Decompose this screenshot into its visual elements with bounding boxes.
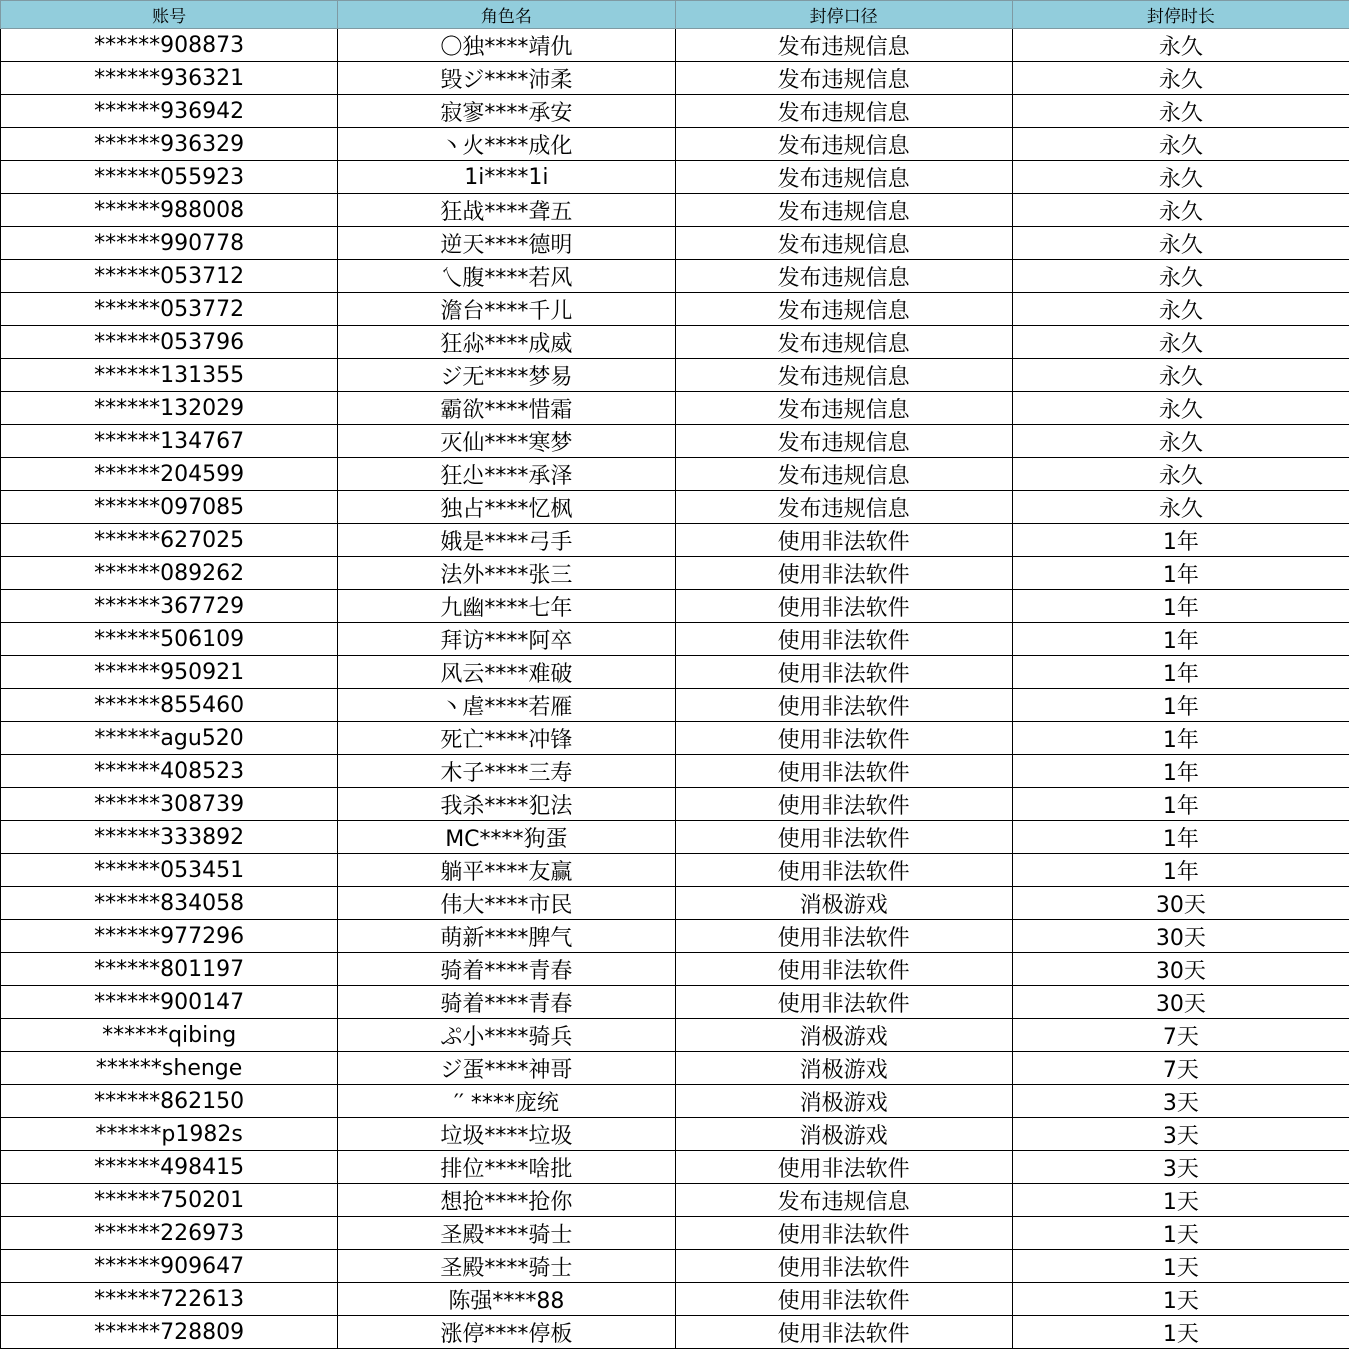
table-row xyxy=(1,755,1349,788)
cell-ban-reason: 使用非法软件 xyxy=(675,788,1012,821)
cell-role-name: 1i****1i xyxy=(338,161,675,194)
cell-ban-duration: 1年 xyxy=(1012,557,1349,590)
cell-role-name: 拜访****阿卒 xyxy=(338,623,675,656)
cell-ban-duration: 永久 xyxy=(1012,392,1349,425)
cell-role-name: 狂尐****承泽 xyxy=(338,458,675,491)
cell-account: ******134767 xyxy=(1,425,338,458)
cell-account: ******506109 xyxy=(1,623,338,656)
table-row xyxy=(1,953,1349,986)
cell-ban-reason: 发布违规信息 xyxy=(675,359,1012,392)
table-row xyxy=(1,920,1349,953)
cell-role-name: 我杀****犯法 xyxy=(338,788,675,821)
cell-role-name: 陈强****88 xyxy=(338,1283,675,1316)
cell-ban-duration: 永久 xyxy=(1012,128,1349,161)
header-ban-duration: 封停时长 xyxy=(1012,1,1349,29)
table-row xyxy=(1,1217,1349,1250)
cell-account: ******053712 xyxy=(1,260,338,293)
cell-role-name: 霸欲****惜霜 xyxy=(338,392,675,425)
cell-account: ******750201 xyxy=(1,1184,338,1217)
cell-role-name: 丶虐****若雁 xyxy=(338,689,675,722)
cell-ban-reason: 发布违规信息 xyxy=(675,260,1012,293)
cell-role-name: ′′ ****庞统 xyxy=(338,1085,675,1118)
cell-role-name: 骑着****青春 xyxy=(338,953,675,986)
cell-account: ******855460 xyxy=(1,689,338,722)
table-row xyxy=(1,854,1349,887)
cell-ban-duration: 1年 xyxy=(1012,524,1349,557)
cell-ban-duration: 1年 xyxy=(1012,722,1349,755)
cell-ban-reason: 使用非法软件 xyxy=(675,821,1012,854)
cell-ban-reason: 使用非法软件 xyxy=(675,623,1012,656)
table-row xyxy=(1,62,1349,95)
cell-role-name: 伟大****市民 xyxy=(338,887,675,920)
table-row xyxy=(1,524,1349,557)
table-row xyxy=(1,1052,1349,1085)
cell-role-name: 躺平****友赢 xyxy=(338,854,675,887)
cell-ban-reason: 发布违规信息 xyxy=(675,161,1012,194)
cell-ban-reason: 使用非法软件 xyxy=(675,656,1012,689)
cell-ban-reason: 发布违规信息 xyxy=(675,128,1012,161)
cell-account: ******722613 xyxy=(1,1283,338,1316)
cell-role-name: MC****狗蛋 xyxy=(338,821,675,854)
cell-ban-reason: 使用非法软件 xyxy=(675,1316,1012,1349)
cell-account: ******308739 xyxy=(1,788,338,821)
table-row xyxy=(1,722,1349,755)
cell-ban-reason: 使用非法软件 xyxy=(675,986,1012,1019)
cell-ban-duration: 1年 xyxy=(1012,821,1349,854)
table-row xyxy=(1,1250,1349,1283)
cell-role-name: 〇独****靖仇 xyxy=(338,29,675,62)
cell-ban-duration: 1天 xyxy=(1012,1283,1349,1316)
cell-account: ******936321 xyxy=(1,62,338,95)
cell-ban-duration: 永久 xyxy=(1012,491,1349,524)
cell-account: ******055923 xyxy=(1,161,338,194)
cell-account: ******333892 xyxy=(1,821,338,854)
cell-ban-duration: 3天 xyxy=(1012,1085,1349,1118)
table-row xyxy=(1,227,1349,260)
cell-account: ******988008 xyxy=(1,194,338,227)
cell-role-name: 丶火****成化 xyxy=(338,128,675,161)
cell-ban-reason: 发布违规信息 xyxy=(675,326,1012,359)
table-row xyxy=(1,29,1349,62)
cell-account: ******862150 xyxy=(1,1085,338,1118)
cell-role-name: 排位****啥批 xyxy=(338,1151,675,1184)
cell-ban-duration: 1年 xyxy=(1012,590,1349,623)
cell-ban-duration: 7天 xyxy=(1012,1052,1349,1085)
cell-ban-duration: 永久 xyxy=(1012,227,1349,260)
cell-role-name: 垃圾****垃圾 xyxy=(338,1118,675,1151)
cell-role-name: 萌新****脾气 xyxy=(338,920,675,953)
cell-ban-duration: 1年 xyxy=(1012,656,1349,689)
cell-ban-reason: 使用非法软件 xyxy=(675,590,1012,623)
cell-ban-duration: 30天 xyxy=(1012,986,1349,1019)
cell-ban-duration: 1年 xyxy=(1012,623,1349,656)
cell-role-name: 逆天****德明 xyxy=(338,227,675,260)
table-row xyxy=(1,458,1349,491)
cell-ban-duration: 7天 xyxy=(1012,1019,1349,1052)
cell-ban-reason: 使用非法软件 xyxy=(675,524,1012,557)
cell-ban-reason: 使用非法软件 xyxy=(675,755,1012,788)
table-row xyxy=(1,656,1349,689)
table-row xyxy=(1,1118,1349,1151)
cell-role-name: 九幽****七年 xyxy=(338,590,675,623)
cell-ban-duration: 1天 xyxy=(1012,1316,1349,1349)
cell-ban-reason: 消极游戏 xyxy=(675,1118,1012,1151)
cell-role-name: 澹台****千儿 xyxy=(338,293,675,326)
cell-ban-reason: 使用非法软件 xyxy=(675,920,1012,953)
table-row xyxy=(1,1184,1349,1217)
table-row xyxy=(1,1283,1349,1316)
cell-role-name: 骑着****青春 xyxy=(338,986,675,1019)
cell-role-name: 独占****忆枫 xyxy=(338,491,675,524)
cell-ban-duration: 1天 xyxy=(1012,1184,1349,1217)
table-row xyxy=(1,1151,1349,1184)
cell-role-name: 娥是****弓手 xyxy=(338,524,675,557)
table-row xyxy=(1,491,1349,524)
table-row xyxy=(1,359,1349,392)
cell-role-name: 狂战****聋五 xyxy=(338,194,675,227)
table-row xyxy=(1,821,1349,854)
table-row xyxy=(1,689,1349,722)
cell-ban-reason: 发布违规信息 xyxy=(675,95,1012,128)
table-row xyxy=(1,788,1349,821)
cell-account: ******097085 xyxy=(1,491,338,524)
table-row xyxy=(1,161,1349,194)
cell-account: ******801197 xyxy=(1,953,338,986)
cell-ban-reason: 使用非法软件 xyxy=(675,1283,1012,1316)
cell-role-name: 灭仙****寒梦 xyxy=(338,425,675,458)
cell-ban-duration: 永久 xyxy=(1012,458,1349,491)
cell-account: ******408523 xyxy=(1,755,338,788)
cell-role-name: ジ无****梦易 xyxy=(338,359,675,392)
header-role-name: 角色名 xyxy=(338,1,675,29)
cell-role-name: 寂寥****承安 xyxy=(338,95,675,128)
cell-role-name: 死亡****冲锋 xyxy=(338,722,675,755)
table-row xyxy=(1,623,1349,656)
cell-ban-reason: 发布违规信息 xyxy=(675,293,1012,326)
cell-ban-reason: 消极游戏 xyxy=(675,1085,1012,1118)
cell-ban-duration: 1天 xyxy=(1012,1217,1349,1250)
table-row xyxy=(1,887,1349,920)
cell-ban-duration: 30天 xyxy=(1012,887,1349,920)
cell-account: ******226973 xyxy=(1,1217,338,1250)
cell-role-name: 乀腹****若风 xyxy=(338,260,675,293)
cell-account: ******089262 xyxy=(1,557,338,590)
header-account: 账号 xyxy=(1,1,338,29)
cell-ban-reason: 发布违规信息 xyxy=(675,29,1012,62)
cell-ban-duration: 永久 xyxy=(1012,326,1349,359)
cell-account: ******053772 xyxy=(1,293,338,326)
cell-ban-reason: 发布违规信息 xyxy=(675,227,1012,260)
cell-ban-reason: 使用非法软件 xyxy=(675,557,1012,590)
cell-ban-duration: 1年 xyxy=(1012,689,1349,722)
table-row xyxy=(1,293,1349,326)
cell-ban-reason: 发布违规信息 xyxy=(675,458,1012,491)
cell-ban-duration: 1年 xyxy=(1012,755,1349,788)
cell-ban-duration: 30天 xyxy=(1012,920,1349,953)
cell-role-name: 木子****三寿 xyxy=(338,755,675,788)
table-row xyxy=(1,986,1349,1019)
cell-role-name: 圣殿****骑士 xyxy=(338,1250,675,1283)
cell-ban-duration: 永久 xyxy=(1012,260,1349,293)
cell-ban-duration: 永久 xyxy=(1012,29,1349,62)
cell-account: ******977296 xyxy=(1,920,338,953)
cell-ban-reason: 发布违规信息 xyxy=(675,491,1012,524)
cell-ban-reason: 发布违规信息 xyxy=(675,425,1012,458)
cell-ban-duration: 1年 xyxy=(1012,854,1349,887)
table-row xyxy=(1,392,1349,425)
table-row xyxy=(1,425,1349,458)
cell-ban-reason: 使用非法软件 xyxy=(675,1151,1012,1184)
cell-ban-duration: 1年 xyxy=(1012,788,1349,821)
cell-account: ******627025 xyxy=(1,524,338,557)
cell-account: ******053451 xyxy=(1,854,338,887)
cell-role-name: 毁ジ****沛柔 xyxy=(338,62,675,95)
cell-ban-duration: 30天 xyxy=(1012,953,1349,986)
table-row xyxy=(1,557,1349,590)
cell-account: ******834058 xyxy=(1,887,338,920)
table-row xyxy=(1,1085,1349,1118)
cell-role-name: ぷ小****骑兵 xyxy=(338,1019,675,1052)
cell-account: ******agu520 xyxy=(1,722,338,755)
table-row xyxy=(1,194,1349,227)
cell-ban-duration: 永久 xyxy=(1012,194,1349,227)
cell-role-name: 狂尛****成威 xyxy=(338,326,675,359)
cell-account: ******204599 xyxy=(1,458,338,491)
table-row xyxy=(1,260,1349,293)
table-header xyxy=(1,1,1349,29)
cell-role-name: 想抢****抢你 xyxy=(338,1184,675,1217)
cell-ban-duration: 永久 xyxy=(1012,293,1349,326)
table-row xyxy=(1,590,1349,623)
cell-ban-reason: 使用非法软件 xyxy=(675,1250,1012,1283)
cell-ban-reason: 使用非法软件 xyxy=(675,953,1012,986)
cell-account: ******p1982s xyxy=(1,1118,338,1151)
cell-ban-duration: 3天 xyxy=(1012,1118,1349,1151)
cell-account: ******367729 xyxy=(1,590,338,623)
table-row xyxy=(1,1316,1349,1349)
cell-role-name: 风云****难破 xyxy=(338,656,675,689)
cell-account: ******132029 xyxy=(1,392,338,425)
header-ban-reason: 封停口径 xyxy=(675,1,1012,29)
cell-account: ******728809 xyxy=(1,1316,338,1349)
cell-ban-duration: 永久 xyxy=(1012,62,1349,95)
cell-account: ******950921 xyxy=(1,656,338,689)
cell-ban-reason: 发布违规信息 xyxy=(675,392,1012,425)
header-row xyxy=(1,1,1349,29)
cell-account: ******900147 xyxy=(1,986,338,1019)
table-row xyxy=(1,326,1349,359)
cell-ban-duration: 永久 xyxy=(1012,425,1349,458)
cell-account: ******shenge xyxy=(1,1052,338,1085)
cell-role-name: 圣殿****骑士 xyxy=(338,1217,675,1250)
cell-ban-duration: 1天 xyxy=(1012,1250,1349,1283)
table-row xyxy=(1,128,1349,161)
cell-account: ******qibing xyxy=(1,1019,338,1052)
cell-role-name: 涨停****停板 xyxy=(338,1316,675,1349)
cell-ban-reason: 发布违规信息 xyxy=(675,1184,1012,1217)
cell-ban-duration: 永久 xyxy=(1012,95,1349,128)
cell-ban-reason: 使用非法软件 xyxy=(675,722,1012,755)
cell-role-name: ジ蛋****神哥 xyxy=(338,1052,675,1085)
cell-account: ******053796 xyxy=(1,326,338,359)
cell-ban-duration: 永久 xyxy=(1012,359,1349,392)
cell-ban-reason: 消极游戏 xyxy=(675,1052,1012,1085)
cell-ban-reason: 使用非法软件 xyxy=(675,854,1012,887)
table-row xyxy=(1,1019,1349,1052)
cell-ban-reason: 消极游戏 xyxy=(675,1019,1012,1052)
cell-ban-reason: 消极游戏 xyxy=(675,887,1012,920)
cell-ban-reason: 发布违规信息 xyxy=(675,62,1012,95)
cell-ban-duration: 永久 xyxy=(1012,161,1349,194)
cell-account: ******498415 xyxy=(1,1151,338,1184)
table-row xyxy=(1,95,1349,128)
cell-account: ******936942 xyxy=(1,95,338,128)
cell-account: ******131355 xyxy=(1,359,338,392)
cell-account: ******909647 xyxy=(1,1250,338,1283)
cell-ban-reason: 使用非法软件 xyxy=(675,689,1012,722)
table-body xyxy=(1,29,1349,1349)
cell-ban-duration: 3天 xyxy=(1012,1151,1349,1184)
cell-ban-reason: 使用非法软件 xyxy=(675,1217,1012,1250)
cell-ban-reason: 发布违规信息 xyxy=(675,194,1012,227)
cell-account: ******908873 xyxy=(1,29,338,62)
cell-account: ******936329 xyxy=(1,128,338,161)
cell-account: ******990778 xyxy=(1,227,338,260)
cell-role-name: 法外****张三 xyxy=(338,557,675,590)
